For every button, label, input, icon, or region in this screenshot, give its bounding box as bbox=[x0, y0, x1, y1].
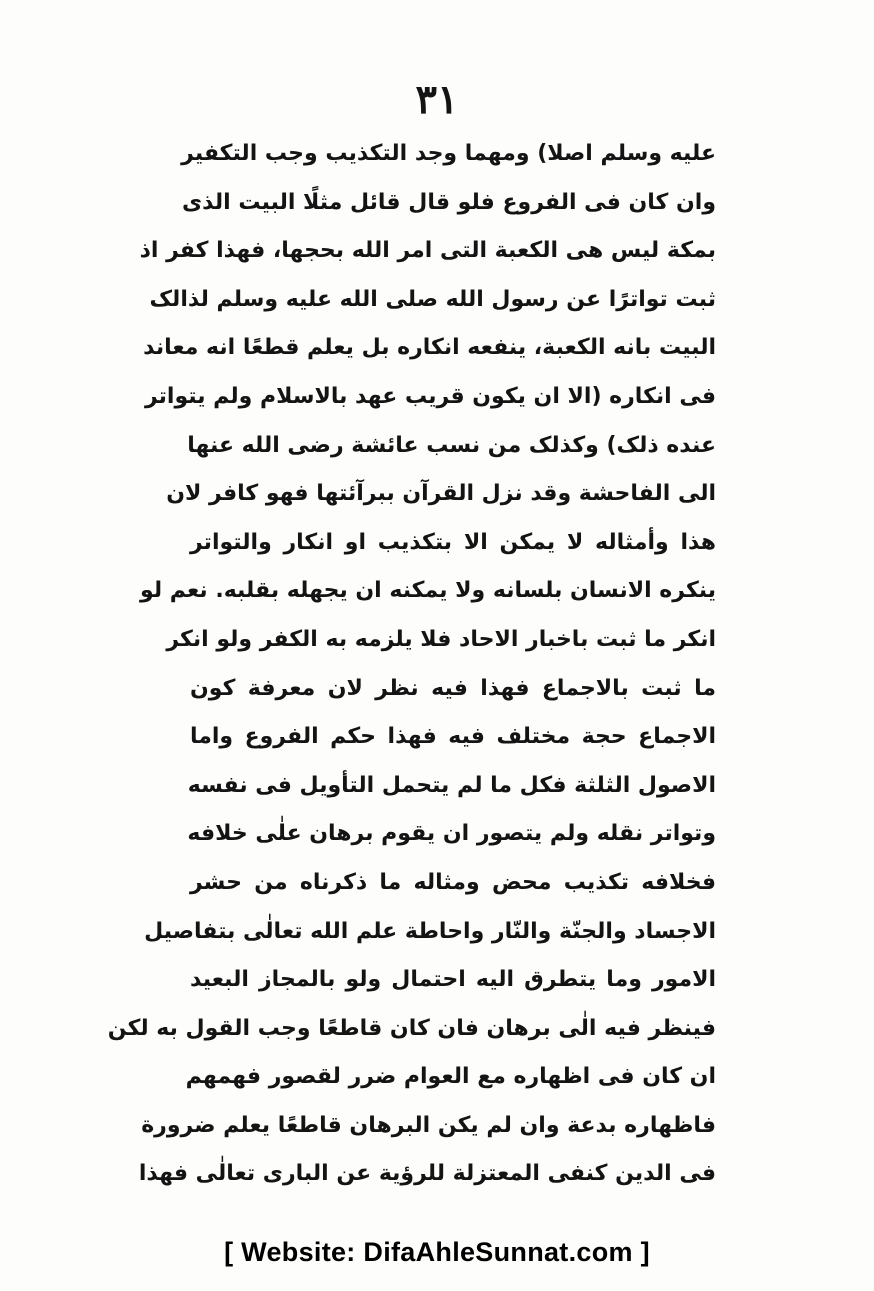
text-line: ثبت تواترًا عن رسول الله صلی الله علیه وسلم لذالک bbox=[149, 286, 716, 312]
text-line: فخلافه تکذیب محض ومثاله ما ذکرناه من حشر bbox=[190, 869, 716, 895]
website-footer: [ Website: DifaAhleSunnat.com ] bbox=[224, 1237, 650, 1267]
arabic-body-text bbox=[107, 130, 716, 1199]
text-line: فی الدین کنفی المعتزلة للرؤیة عن الباری تعالٰی فهذا bbox=[138, 1161, 716, 1187]
text-line: فینظر فیه الٰی برهان فان کان قاطعًا وجب القول به لکن bbox=[107, 1015, 716, 1041]
text-line: انکر ما ثبت باخبار الاحاد فلا یلزمه به الکفر ولو انکر bbox=[166, 626, 716, 652]
text-line: بمکة لیس هی الکعبة التی امر الله بحجها، فهذا کفر اذ bbox=[139, 238, 716, 264]
text-line: وتواتر نقله ولم یتصور ان یقوم برهان علٰی خلافه bbox=[187, 821, 716, 847]
text-line: ان کان فی اظهاره مع العوام ضرر لقصور فهمهم bbox=[185, 1064, 716, 1090]
text-line: فی انکاره (الا ان یکون قریب عهد بالاسلام ولم یتواتر bbox=[144, 383, 716, 409]
text-line: ما ثبت بالاجماع فهذا فیه نظر لان معرفة کون bbox=[190, 675, 716, 701]
text-line: عنده ذلک) وکذلک من نسب عائشة رضی الله عنها bbox=[187, 432, 716, 458]
text-line: علیه وسلم اصلا) ومهما وجد التکذیب وجب التکفیر bbox=[181, 141, 716, 166]
text-line: البیت بانه الکعبة، ینفعه انکاره بل یعلم قطعًا انه معاند bbox=[143, 335, 716, 361]
text-line: ینکره الانسان بلسانه ولا یمکنه ان یجهله بقلبه. نعم لو bbox=[140, 578, 716, 604]
page-number: ٣١ bbox=[415, 76, 459, 123]
text-line: الاصول الثلثة فکل ما لم یتحمل التأویل فی نفسه bbox=[187, 772, 716, 798]
text-line: الامور وما یتطرق الیه احتمال ولو بالمجاز البعید bbox=[190, 967, 716, 993]
text-line: الاجساد والجنّة والنّار واحاطة علم الله تعالٰی بتفاصیل bbox=[144, 918, 716, 944]
text-line: هذا وأمثاله لا یمکن الا بتکذیب او انکار والتواتر bbox=[190, 529, 716, 555]
text-line: الاجماع حجة مختلف فیه فهذا حکم الفروع واما bbox=[190, 724, 716, 750]
text-line: الی الفاحشة وقد نزل القرآن ببرآئتها فهو کافر لان bbox=[166, 481, 716, 507]
text-line: وان کان فی الفروع فلو قال قائل مثلًا البیت الذی bbox=[182, 189, 716, 215]
text-line: فاظهاره بدعة وان لم یکن البرهان قاطعًا یعلم ضرورة bbox=[141, 1112, 716, 1138]
